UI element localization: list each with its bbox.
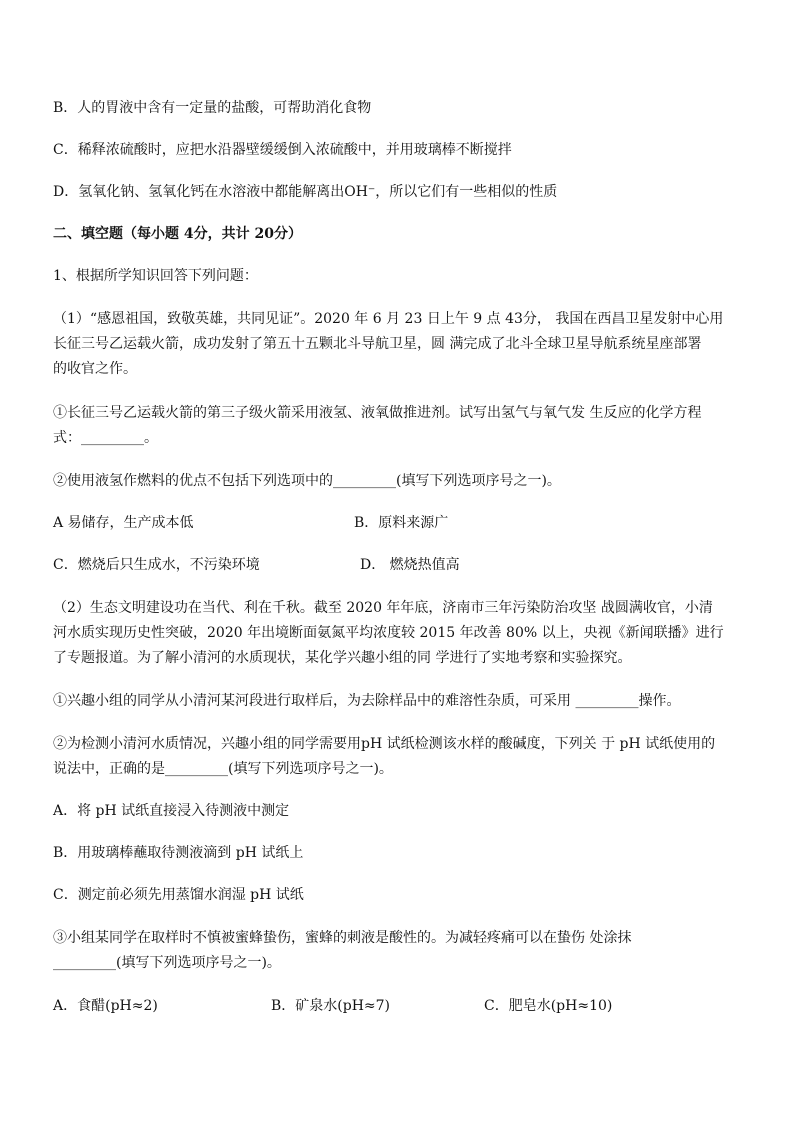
part2-qc-opt-b: B．矿泉水(pH≈7) — [271, 998, 391, 1014]
part1-line-2: 长征三号乙运载火箭，成功发射了第五十五颗北斗导航卫星，圆 满完成了北斗全球卫星导航系统星座部署 — [53, 336, 702, 352]
part2-qc-opt-c: C．肥皂水(pH≈10) — [484, 998, 613, 1014]
part1-qa-line-2: 式：_________。 — [53, 430, 158, 446]
question-intro: 1、根据所学知识回答下列问题： — [53, 268, 258, 284]
part2-line-3: 了专题报道。为了解小清河的水质现状，某化学兴趣小组的同 学进行了实地考察和实验探究。 — [53, 650, 632, 666]
part2-qb-opt-c: C．测定前必须先用蒸馏水润湿 pH 试纸 — [53, 887, 304, 903]
part2-qb-line-1: ②为检测小清河水质情况，兴趣小组的同学需要用pH 试纸检测该水样的酸碱度，下列关 于 pH 试纸使用的 — [53, 736, 716, 752]
part1-opt-d: D． 燃烧热值高 — [360, 557, 460, 573]
part1-opt-a: A 易储存，生产成本低 — [53, 515, 194, 531]
part1-line-3: 的收官之作。 — [53, 361, 137, 377]
part2-line-2: 河水质实现历史性突破，2020 年出境断面氨氮平均浓度较 2015 年改善 80% 以上，央视《新闻联播》进行 — [53, 625, 724, 641]
part2-qc-line-2: _________(填写下列选项序号之一)。 — [53, 955, 281, 971]
option-c: C．稀释浓硫酸时，应把水沿器壁缓缓倒入浓硫酸中，并用玻璃棒不断搅拌 — [53, 142, 512, 158]
part2-qc-line-1: ③小组某同学在取样时不慎被蜜蜂蛰伤，蜜蜂的刺液是酸性的。为减轻疼痛可以在蛰伤 处涂抹 — [53, 930, 632, 946]
part1-qb: ②使用液氢作燃料的优点不包括下列选项中的_________(填写下列选项序号之一)。 — [53, 473, 561, 489]
option-b: B．人的胃液中含有一定量的盐酸，可帮助消化食物 — [53, 100, 372, 116]
part2-qb-line-2: 说法中，正确的是_________(填写下列选项序号之一)。 — [53, 761, 393, 777]
part2-qb-opt-b: B．用玻璃棒蘸取待测液滴到 pH 试纸上 — [53, 845, 304, 861]
part1-opt-c: C．燃烧后只生成水，不污染环境 — [53, 557, 260, 573]
part2-line-1: （2）生态文明建设功在当代、利在千秋。截至 2020 年年底，济南市三年污染防治攻坚 战圆满收官，小清 — [53, 600, 713, 616]
section-title: 二、填空题（每小题 4分，共计 20分） — [53, 226, 302, 242]
part1-opt-b: B．原料来源广 — [354, 515, 449, 531]
part1-line-1: （1）“感恩祖国，致敬英雄，共同见证”。2020 年 6 月 23 日上午 9 点 43分， 我国在西昌卫星发射中心用 — [53, 311, 724, 327]
part1-qa-line-1: ①长征三号乙运载火箭的第三子级火箭采用液氢、液氧做推进剂。试写出氢气与氧气发 生反应的化学方程 — [53, 405, 702, 421]
option-d: D．氢氧化钠、氢氧化钙在水溶液中都能解离出OH⁻，所以它们有一些相似的性质 — [53, 184, 558, 200]
part2-qb-opt-a: A．将 pH 试纸直接浸入待测液中测定 — [53, 803, 290, 819]
part2-qc-opt-a: A．食醋(pH≈2) — [53, 998, 158, 1014]
part2-qa: ①兴趣小组的同学从小清河某河段进行取样后，为去除样品中的难溶性杂质，可采用 _________操作。 — [53, 693, 681, 709]
